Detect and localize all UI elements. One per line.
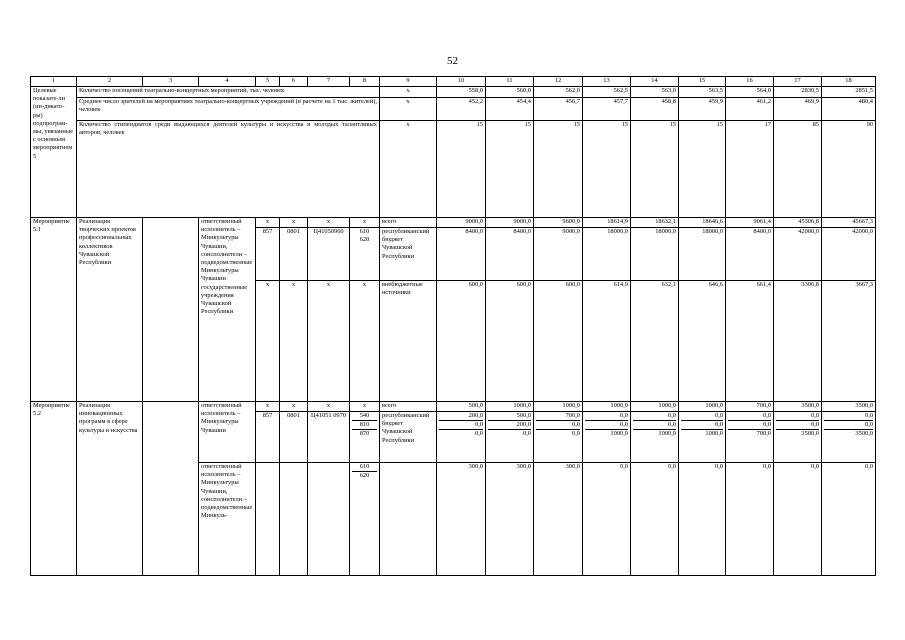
- funding-subvalue: 1000,0: [705, 430, 723, 438]
- indicator-value: 15: [631, 121, 679, 218]
- header-cell: 1: [31, 77, 77, 87]
- funding-subvalue: 700,0: [536, 412, 580, 421]
- funding-value: 8400,0: [486, 228, 534, 281]
- funding-value: [437, 412, 486, 463]
- code-cell: Ц41050960: [308, 228, 350, 281]
- header-cell: 13: [583, 77, 631, 87]
- funding-subvalue: 700,0: [756, 430, 771, 438]
- funding-value: [631, 412, 679, 463]
- funding-subvalue: 0,0: [633, 421, 676, 430]
- indicator-x: x: [380, 87, 437, 98]
- funding-subvalue: 0,0: [681, 412, 723, 421]
- funding-value: 42000,0: [774, 228, 822, 281]
- funding-value: 3667,3: [822, 281, 876, 402]
- funding-subvalue: 0,0: [728, 412, 771, 421]
- indicator-value: 457,7: [583, 98, 631, 121]
- header-cell: 7: [308, 77, 350, 87]
- funding-source: республиканский бюджет Чувашской Республики: [380, 412, 437, 463]
- code-cell: x: [308, 218, 350, 228]
- code-cell: 857: [256, 228, 280, 281]
- indicator-value: 563,0: [631, 87, 679, 98]
- funding-value: 661,4: [726, 281, 774, 402]
- code-value: 540: [352, 412, 377, 421]
- funding-value: 614,9: [583, 281, 631, 402]
- funding-value: 1000,0: [534, 402, 583, 412]
- funding-value: 300,0: [437, 463, 486, 576]
- funding-value: 700,0: [726, 402, 774, 412]
- funding-subvalue: 0,0: [585, 421, 628, 430]
- header-cell: 8: [350, 77, 380, 87]
- empty-cell: [280, 463, 308, 576]
- funding-subvalue: 0,0: [824, 412, 873, 421]
- funding-subvalue: 1000,0: [658, 430, 676, 438]
- code-cell: [350, 463, 380, 576]
- funding-value: 1000,0: [583, 402, 631, 412]
- funding-value: [726, 412, 774, 463]
- funding-value: 45667,3: [822, 218, 876, 228]
- measure-title: Реализация творческих проектов профессиональных коллективов Чувашской Республики: [77, 218, 143, 402]
- indicator-value: 558,0: [437, 87, 486, 98]
- funding-value: 3500,0: [822, 402, 876, 412]
- funding-value: 646,6: [679, 281, 726, 402]
- indicator-value: 459,9: [679, 98, 726, 121]
- funding-value: 600,0: [486, 281, 534, 402]
- funding-subvalue: 0,0: [523, 430, 531, 438]
- indicator-text: Количество посещений театрально-концертных мероприятий, тыс. человек: [77, 87, 380, 98]
- code-value: 610: [352, 463, 377, 472]
- indicator-value: 562,5: [583, 87, 631, 98]
- funding-value: 1000,0: [631, 402, 679, 412]
- funding-value: 600,0: [534, 281, 583, 402]
- funding-subvalue: 0,0: [824, 421, 873, 430]
- funding-subvalue: 3500,0: [855, 430, 873, 438]
- funding-subvalue: 1000,0: [610, 430, 628, 438]
- funding-source: республиканский бюджет Чувашской Республики: [380, 228, 437, 281]
- page-number: 52: [447, 55, 458, 67]
- funding-value: 18632,1: [631, 218, 679, 228]
- code-cell: Ц41051 0970: [308, 412, 350, 463]
- funding-source: внебюджетные источники: [380, 281, 437, 402]
- funding-subvalue: 0,0: [681, 421, 723, 430]
- code-cell: x: [256, 281, 280, 402]
- funding-subvalue: 200,0: [439, 412, 483, 421]
- funding-value: [774, 412, 822, 463]
- code-cell: x: [308, 281, 350, 402]
- indicator-value: 15: [583, 121, 631, 218]
- funding-value: 8400,0: [437, 228, 486, 281]
- funding-value: [534, 412, 583, 463]
- header-cell: 18: [822, 77, 876, 87]
- measure-executor: ответственный исполнитель – Минкультуры Чувашии, соисполнители – подведомственные Минкультуры Чувашии государственные учреждения Чувашской Республики: [199, 218, 256, 402]
- funding-value: 18000,0: [679, 228, 726, 281]
- header-cell: 14: [631, 77, 679, 87]
- funding-value: 500,0: [437, 402, 486, 412]
- empty-cell: [308, 463, 350, 576]
- funding-value: 9061,4: [726, 218, 774, 228]
- funding-subvalue: 0,0: [536, 421, 580, 430]
- code-value: 620: [359, 236, 370, 244]
- table-row: [31, 87, 876, 98]
- funding-subvalue: 200,0: [488, 421, 531, 430]
- indicator-value: 90: [822, 121, 876, 218]
- header-cell: 3: [143, 77, 199, 87]
- code-cell: [350, 412, 380, 463]
- measure-title: Реализация инновационных программ в сфере культуры и искусства: [77, 402, 143, 576]
- indicator-x: x: [380, 121, 437, 218]
- code-cell: x: [256, 402, 280, 412]
- funding-value: 300,0: [534, 463, 583, 576]
- indicator-value: 560,0: [486, 87, 534, 98]
- table-row: [31, 121, 876, 218]
- code-cell: x: [280, 281, 308, 402]
- header-cell: 9: [380, 77, 437, 87]
- code-cell: x: [350, 218, 380, 228]
- header-cell: 12: [534, 77, 583, 87]
- funding-source: всего: [380, 402, 437, 412]
- indicator-value: 17: [726, 121, 774, 218]
- table-row: [31, 98, 876, 121]
- funding-value: 18646,6: [679, 218, 726, 228]
- indicator-value: 480,4: [822, 98, 876, 121]
- indicator-value: 563,5: [679, 87, 726, 98]
- header-cell: 6: [280, 77, 308, 87]
- code-cell: 0801: [280, 412, 308, 463]
- funding-value: 1000,0: [679, 402, 726, 412]
- target-indicators-label: Целевые показате-ли (ин-дикато-ры) подпрограм-мы, увязанные с основным мероприятием 5: [31, 87, 77, 218]
- funding-value: [583, 412, 631, 463]
- indicator-value: 85: [774, 121, 822, 218]
- code-cell: x: [256, 218, 280, 228]
- code-value: 620: [359, 472, 370, 480]
- funding-subvalue: 0,0: [439, 421, 483, 430]
- funding-value: [679, 412, 726, 463]
- funding-source: всего: [380, 218, 437, 228]
- header-cell: 5: [256, 77, 280, 87]
- indicator-value: 458,8: [631, 98, 679, 121]
- header-cell: 17: [774, 77, 822, 87]
- funding-value: 9600,0: [534, 218, 583, 228]
- funding-value: 3500,0: [774, 402, 822, 412]
- code-value: 610: [359, 228, 370, 235]
- table-row: [31, 402, 876, 412]
- measure-name: Мероприятие 5.2: [31, 402, 77, 576]
- header-cell: 10: [437, 77, 486, 87]
- empty-cell: [256, 463, 280, 576]
- table-row: [31, 77, 876, 87]
- code-cell: x: [350, 402, 380, 412]
- funding-value: 0,0: [774, 463, 822, 576]
- empty-cell: [380, 463, 437, 576]
- indicator-value: 461,2: [726, 98, 774, 121]
- indicator-value: 2830,5: [774, 87, 822, 98]
- funding-value: 0,0: [822, 463, 876, 576]
- header-cell: 16: [726, 77, 774, 87]
- funding-value: 0,0: [679, 463, 726, 576]
- funding-value: 1000,0: [486, 402, 534, 412]
- code-cell: 0801: [280, 228, 308, 281]
- code-cell: x: [350, 281, 380, 402]
- funding-value: 42000,0: [822, 228, 876, 281]
- funding-value: 300,0: [486, 463, 534, 576]
- indicator-value: 15: [679, 121, 726, 218]
- indicator-value: 452,2: [437, 98, 486, 121]
- indicator-value: 15: [534, 121, 583, 218]
- indicator-value: 456,7: [534, 98, 583, 121]
- header-cell: 4: [199, 77, 256, 87]
- indicator-value: 15: [437, 121, 486, 218]
- header-cell: 11: [486, 77, 534, 87]
- funding-value: 0,0: [583, 463, 631, 576]
- funding-value: [822, 412, 876, 463]
- code-cell: [350, 228, 380, 281]
- funding-value: 8400,0: [726, 228, 774, 281]
- funding-subvalue: 0,0: [633, 412, 676, 421]
- code-cell: x: [280, 218, 308, 228]
- indicator-value: 562,0: [534, 87, 583, 98]
- code-value: 870: [359, 430, 370, 438]
- funding-value: 9000,0: [437, 218, 486, 228]
- funding-subvalue: 0,0: [728, 421, 771, 430]
- indicator-text: Среднее число зрителей на мероприятиях театрально-концертных учреждений (в расчете на 1 тыс. жителей), человек: [77, 98, 380, 121]
- funding-value: 45306,8: [774, 218, 822, 228]
- code-cell: x: [280, 402, 308, 412]
- header-cell: 15: [679, 77, 726, 87]
- measure-name: Мероприятие 5.1: [31, 218, 77, 402]
- indicator-value: 469,9: [774, 98, 822, 121]
- empty-cell: [143, 402, 199, 576]
- funding-value: 3306,8: [774, 281, 822, 402]
- code-cell: x: [308, 402, 350, 412]
- measure-executor: ответственный исполнитель – Минкультуры Чувашии, соисполнители – подведомственные Минкуль-: [199, 463, 256, 576]
- funding-value: 0,0: [726, 463, 774, 576]
- code-cell: 857: [256, 412, 280, 463]
- indicator-value: 564,0: [726, 87, 774, 98]
- funding-subvalue: 500,0: [488, 412, 531, 421]
- indicator-x: x: [380, 98, 437, 121]
- funding-subvalue: 0,0: [776, 421, 819, 430]
- funding-value: 0,0: [631, 463, 679, 576]
- funding-value: 600,0: [437, 281, 486, 402]
- indicator-text: Количество стипендиатов среди выдающихся деятелей культуры и искусства и молодых талантливых авторов, человек: [77, 121, 380, 218]
- header-cell: 2: [77, 77, 143, 87]
- funding-value: 18000,0: [631, 228, 679, 281]
- measure-executor: ответственный исполнитель – Минкультуры Чувашии: [199, 402, 256, 463]
- empty-cell: [143, 218, 199, 402]
- funding-subvalue: 0,0: [776, 412, 819, 421]
- funding-value: 18614,9: [583, 218, 631, 228]
- table-row: [31, 218, 876, 228]
- funding-value: 9000,0: [486, 218, 534, 228]
- funding-subvalue: 0,0: [475, 430, 483, 438]
- program-table: [30, 76, 876, 576]
- funding-value: 632,1: [631, 281, 679, 402]
- funding-value: 9000,0: [534, 228, 583, 281]
- funding-value: 18000,0: [583, 228, 631, 281]
- indicator-value: 454,4: [486, 98, 534, 121]
- code-value: 810: [352, 421, 377, 430]
- indicator-value: 2851,5: [822, 87, 876, 98]
- funding-value: [486, 412, 534, 463]
- funding-subvalue: 0,0: [572, 430, 580, 438]
- funding-subvalue: 3500,0: [801, 430, 819, 438]
- indicator-value: 15: [486, 121, 534, 218]
- funding-subvalue: 0,0: [585, 412, 628, 421]
